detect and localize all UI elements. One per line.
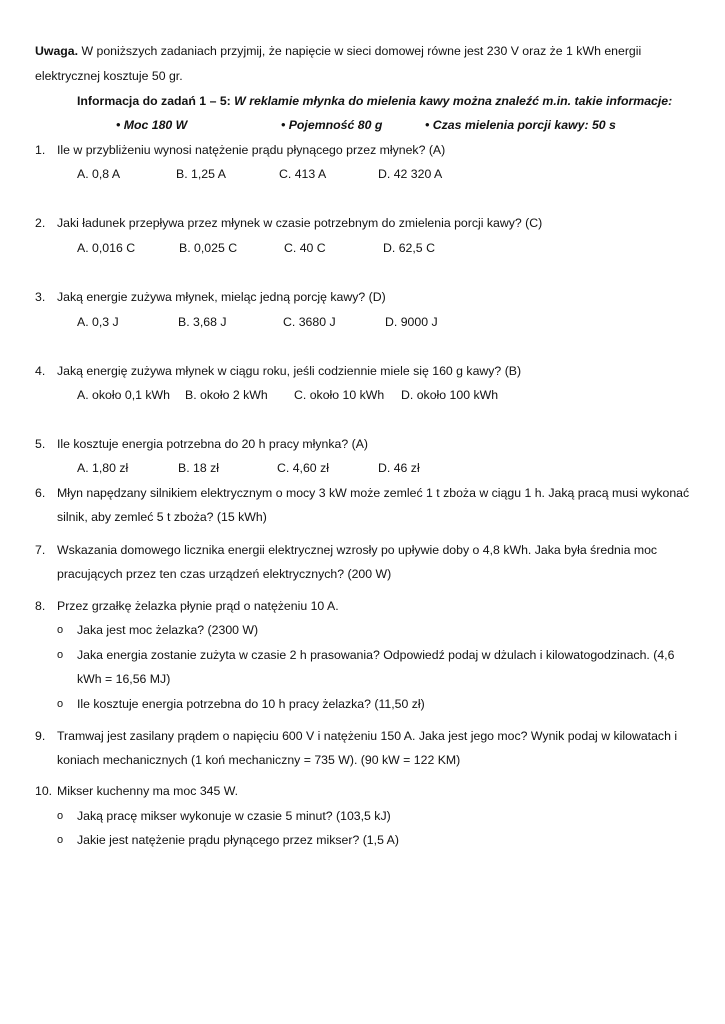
info-item: • Moc 180 W [116,118,188,132]
info-item: • Czas mielenia porcji kawy: 50 s [425,118,616,132]
sub-bullet: o [57,649,64,661]
answer-option: C. 40 C [284,241,326,255]
answer-option: A. 0,3 J [77,315,119,329]
answer-option: D. 46 zł [378,461,420,475]
intro-lead: Uwaga. [35,44,79,58]
answer-option: C. około 10 kWh [294,388,385,402]
question-text: Wskazania domowego licznika energii elektrycznej wzrosły po upływie doby o 4,8 kWh. Jaka była średnia moc [57,543,658,557]
question-number: 8. [35,599,46,613]
answer-option: B. około 2 kWh [185,388,268,402]
answer-option: D. 62,5 C [383,241,435,255]
question-number: 9. [35,729,46,743]
answer-option: A. 0,8 A [77,167,121,181]
intro-line-1 [35,43,641,59]
answer-option: B. 18 zł [178,461,220,475]
question-number: 3. [35,290,46,304]
question-number: 4. [35,364,46,378]
question-number: 5. [35,437,46,451]
info-lead: Informacja do zadań 1 – 5: [77,94,235,108]
answer-option: A. 0,016 C [77,241,136,255]
answer-option: B. 1,25 A [176,167,226,181]
question-text: Mikser kuchenny ma moc 345 W. [57,784,239,798]
question-text-continued: koniach mechanicznych (1 koń mechaniczny = 735 W). (90 kW = 122 KM) [57,753,461,767]
question-text: Tramwaj jest zasilany prądem o napięciu 600 V i natężeniu 150 A. Jaka jest jego moc? Wynik podaj w kilowatach i [57,729,678,743]
sub-question-text: Jaka energia zostanie zużyta w czasie 2 h prasowania? Odpowiedź podaj w dżulach i kilowatogodzinach. (4,6 [77,648,675,662]
question-number: 2. [35,216,46,230]
question-number: 10. [35,784,53,798]
info-heading [77,93,672,109]
sub-question-text-continued: kWh = 16,56 MJ) [77,672,171,686]
question-text: Jaką energię zużywa młynek w ciągu roku, jeśli codziennie miele się 160 g kawy? (B) [57,364,522,378]
sub-question-text: Jaka jest moc żelazka? (2300 W) [77,623,259,637]
answer-option: C. 3680 J [283,315,336,329]
question-text: Ile kosztuje energia potrzebna do 20 h pracy młynka? (A) [57,437,369,451]
question-number: 7. [35,543,46,557]
answer-option: B. 0,025 C [179,241,238,255]
info-item: • Pojemność 80 g [281,118,383,132]
answer-option: C. 4,60 zł [277,461,329,475]
info-text: W reklamie młynka do mielenia kawy można znaleźć m.in. takie informacje: [234,94,673,108]
question-number: 1. [35,143,46,157]
intro-line-2: elektrycznej kosztuje 50 gr. [35,69,183,83]
sub-bullet: o [57,624,64,636]
answer-option: D. około 100 kWh [401,388,499,402]
question-text: Ile w przybliżeniu wynosi natężenie prądu płynącego przez młynek? (A) [57,143,446,157]
question-text: Jaki ładunek przepływa przez młynek w czasie potrzebnym do zmielenia porcji kawy? (C) [57,216,543,230]
answer-option: A. 1,80 zł [77,461,129,475]
answer-option: B. 3,68 J [178,315,227,329]
answer-option: A. około 0,1 kWh [77,388,170,402]
sub-bullet: o [57,834,64,846]
answer-option: D. 42 320 A [378,167,443,181]
answer-option: D. 9000 J [385,315,438,329]
question-text: Przez grzałkę żelazka płynie prąd o natężeniu 10 A. [57,599,339,613]
question-text: Jaką energie zużywa młynek, mieląc jedną porcję kawy? (D) [57,290,386,304]
answer-option: C. 413 A [279,167,327,181]
sub-question-text: Jaką pracę mikser wykonuje w czasie 5 minut? (103,5 kJ) [77,809,391,823]
sub-bullet: o [57,810,64,822]
question-number: 6. [35,486,46,500]
question-text-continued: pracujących przez ten czas urządzeń elektrycznych? (200 W) [57,567,392,581]
intro-text-1: W poniższych zadaniach przyjmij, że napięcie w sieci domowej równe jest 230 V oraz że 1 kWh energii [78,44,642,58]
question-text: Młyn napędzany silnikiem elektrycznym o mocy 3 kW może zemleć 1 t zboża w ciągu 1 h. Jaką pracą musi wykonać [57,486,690,500]
question-text-continued: silnik, aby zemleć 5 t zboża? (15 kWh) [57,510,267,524]
sub-question-text: Jakie jest natężenie prądu płynącego przez mikser? (1,5 A) [77,833,399,847]
sub-question-text: Ile kosztuje energia potrzebna do 10 h pracy żelazka? (11,50 zł) [77,697,425,711]
sub-bullet: o [57,698,64,710]
